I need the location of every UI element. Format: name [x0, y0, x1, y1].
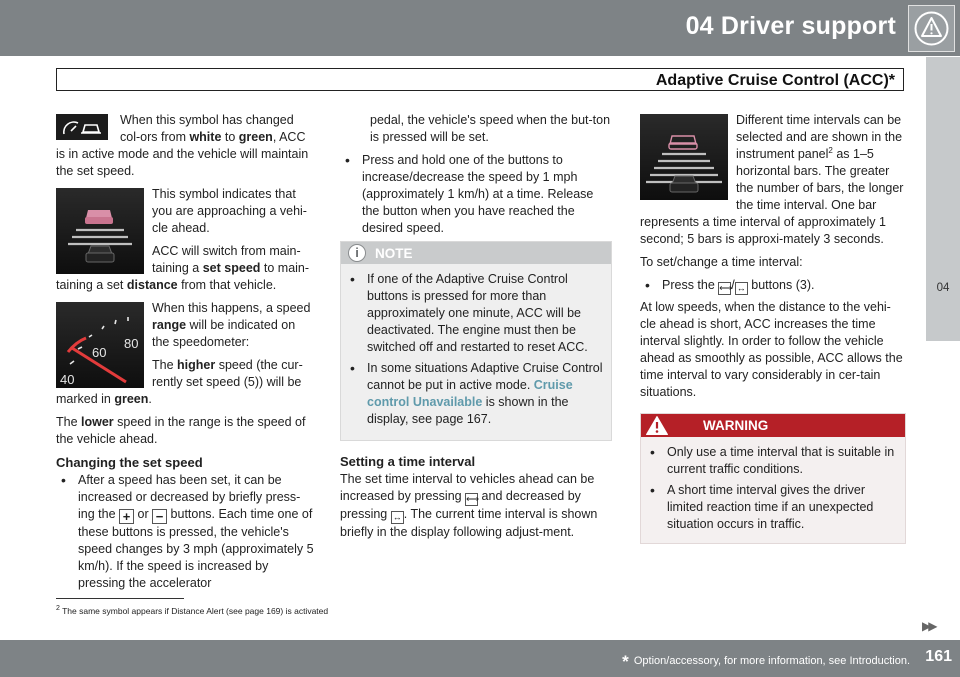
plus-button-icon: + [119, 509, 134, 524]
column-3 [640, 112, 906, 544]
list-hold-button [340, 152, 612, 237]
list-item: • If one of the Adaptive Cruise Control buttons is pressed for more than approximately one minute, ACC will be deactivated. The engine must then be switched off and restarted to reset ACC. [345, 271, 603, 356]
increase-interval-icon: ⟷ [719, 283, 733, 294]
increase-interval-icon: ⟷ [466, 493, 479, 504]
vehicle-ahead-illustration [56, 188, 144, 274]
footer-bar [0, 640, 960, 677]
paragraph-higher-speed: The higher speed (the cur-rently set speed (5)) will be marked in green. [56, 358, 303, 406]
paragraph-time-intervals: Different time intervals can be selected and are shown in the instrument panel$^2$ as 1–5 horizontal bars. The greater the number of bars, the longer the time interval. One bar represents a time interval of approximately 1 second; 5 bars is approxi-mately 3 seconds. [640, 113, 904, 247]
paragraph-approaching: This symbol indicates that you are approaching a vehi-cle ahead. [152, 187, 307, 235]
warning-label: WARNING [703, 418, 769, 434]
list-item: • Press and hold one of the buttons to increase/decrease the speed by 1 mph (approximately 1 km/h) at a time. Release the button when you have reached the desired speed. [340, 152, 612, 237]
next-page-arrows-icon[interactable]: ▶▶ [922, 619, 935, 633]
paragraph-distance-mode: ACC will switch from main-taining a set speed to main-taining a set distance from that vehicle. [56, 244, 310, 292]
list-item: • Press the ⟷/ ↔ buttons (3). [640, 277, 906, 295]
footer-note: * Option/accessory, for more information, see Introduction. [622, 652, 910, 671]
footnote: $^2$ The same symbol appears if Distance Alert (see page 169) is activated [56, 605, 329, 616]
column-2 [340, 112, 612, 547]
paragraph-lower-speed: The lower speed in the range is the speed of the vehicle ahead. [56, 415, 306, 446]
note-header [341, 242, 611, 264]
info-icon: i [348, 244, 366, 262]
list-item: • A short time interval gives the driver limited reaction time if an unexpected situation occurs in traffic. [645, 482, 897, 533]
section-header [56, 68, 904, 91]
paragraph-continued: pedal, the vehicle's speed when the but-ton is pressed will be set. [370, 113, 611, 144]
acc-car-symbol-icon [56, 114, 108, 140]
warning-triangle-icon [908, 5, 955, 52]
note-label: NOTE [375, 246, 413, 261]
decrease-interval-icon: ↔ [392, 511, 402, 522]
section-title: Adaptive Cruise Control (ACC)* [655, 72, 895, 89]
side-tab-label: 04 [936, 282, 950, 294]
note-list [341, 264, 611, 428]
warning-header [641, 414, 905, 437]
chapter-title: 04 Driver support [685, 12, 896, 40]
header-bar [0, 0, 960, 56]
page-number: 161 [925, 648, 952, 665]
chapter-side-tab[interactable] [926, 56, 960, 341]
display-message-text: Cruise control Unavailable [367, 378, 573, 409]
list-item: • In some situations Adaptive Cruise Control cannot be put in active mode. Cruise control Unavailable is shown in the display, see page 167. [345, 360, 603, 428]
column-1 [56, 112, 314, 596]
warning-triangle-icon [645, 415, 669, 436]
note-box [340, 241, 612, 441]
list-changing-speed [56, 472, 314, 592]
speedo-label-40: 40 [60, 372, 75, 387]
paragraph-time-interval: The set time interval to vehicles ahead can be increased by pressing ⟷ and decreased by pressing ↔ . The current time interval is shown briefly in the display following adjust-ment. [340, 471, 598, 539]
speedo-label-80: 80 [124, 336, 139, 351]
list-item: • After a speed has been set, it can be increased or decreased by briefly press-ing the + or − buttons. Each time one of these buttons is pressed, the vehicle's speed changes by 3 mph (approximately 5 km/h). If the speed is increased by pressing the accelerator [56, 472, 314, 592]
speedo-label-60: 60 [92, 345, 107, 360]
warning-list [641, 437, 905, 533]
time-interval-illustration [640, 114, 728, 200]
decrease-interval-icon: ↔ [736, 283, 746, 294]
speedometer-illustration [56, 302, 144, 388]
paragraph-speed-range: When this happens, a speed range will be indicated on the speedometer: [152, 301, 311, 349]
paragraph-to-set: To set/change a time interval: [640, 255, 803, 270]
paragraph-low-speeds: At low speeds, when the distance to the vehi-cle ahead is short, ACC increases the time interval slightly. In order to follow the vehicle ahead as smoothly as possible, ACC allows the time interval to vary considerably in cer-tain situations. [640, 300, 903, 400]
footnote-rule [56, 598, 184, 599]
paragraph-active-mode: When this symbol has changed col-ors from white to green, ACC is in active mode and the vehicle will maintain the set speed. [56, 113, 309, 178]
heading-setting-time-interval: Setting a time interval [340, 454, 476, 469]
warning-box [640, 413, 906, 544]
list-press-buttons [640, 277, 906, 295]
list-item: • Only use a time interval that is suitable in current traffic conditions. [645, 444, 897, 478]
heading-changing-set-speed: Changing the set speed [56, 455, 203, 470]
minus-button-icon: − [152, 509, 167, 524]
